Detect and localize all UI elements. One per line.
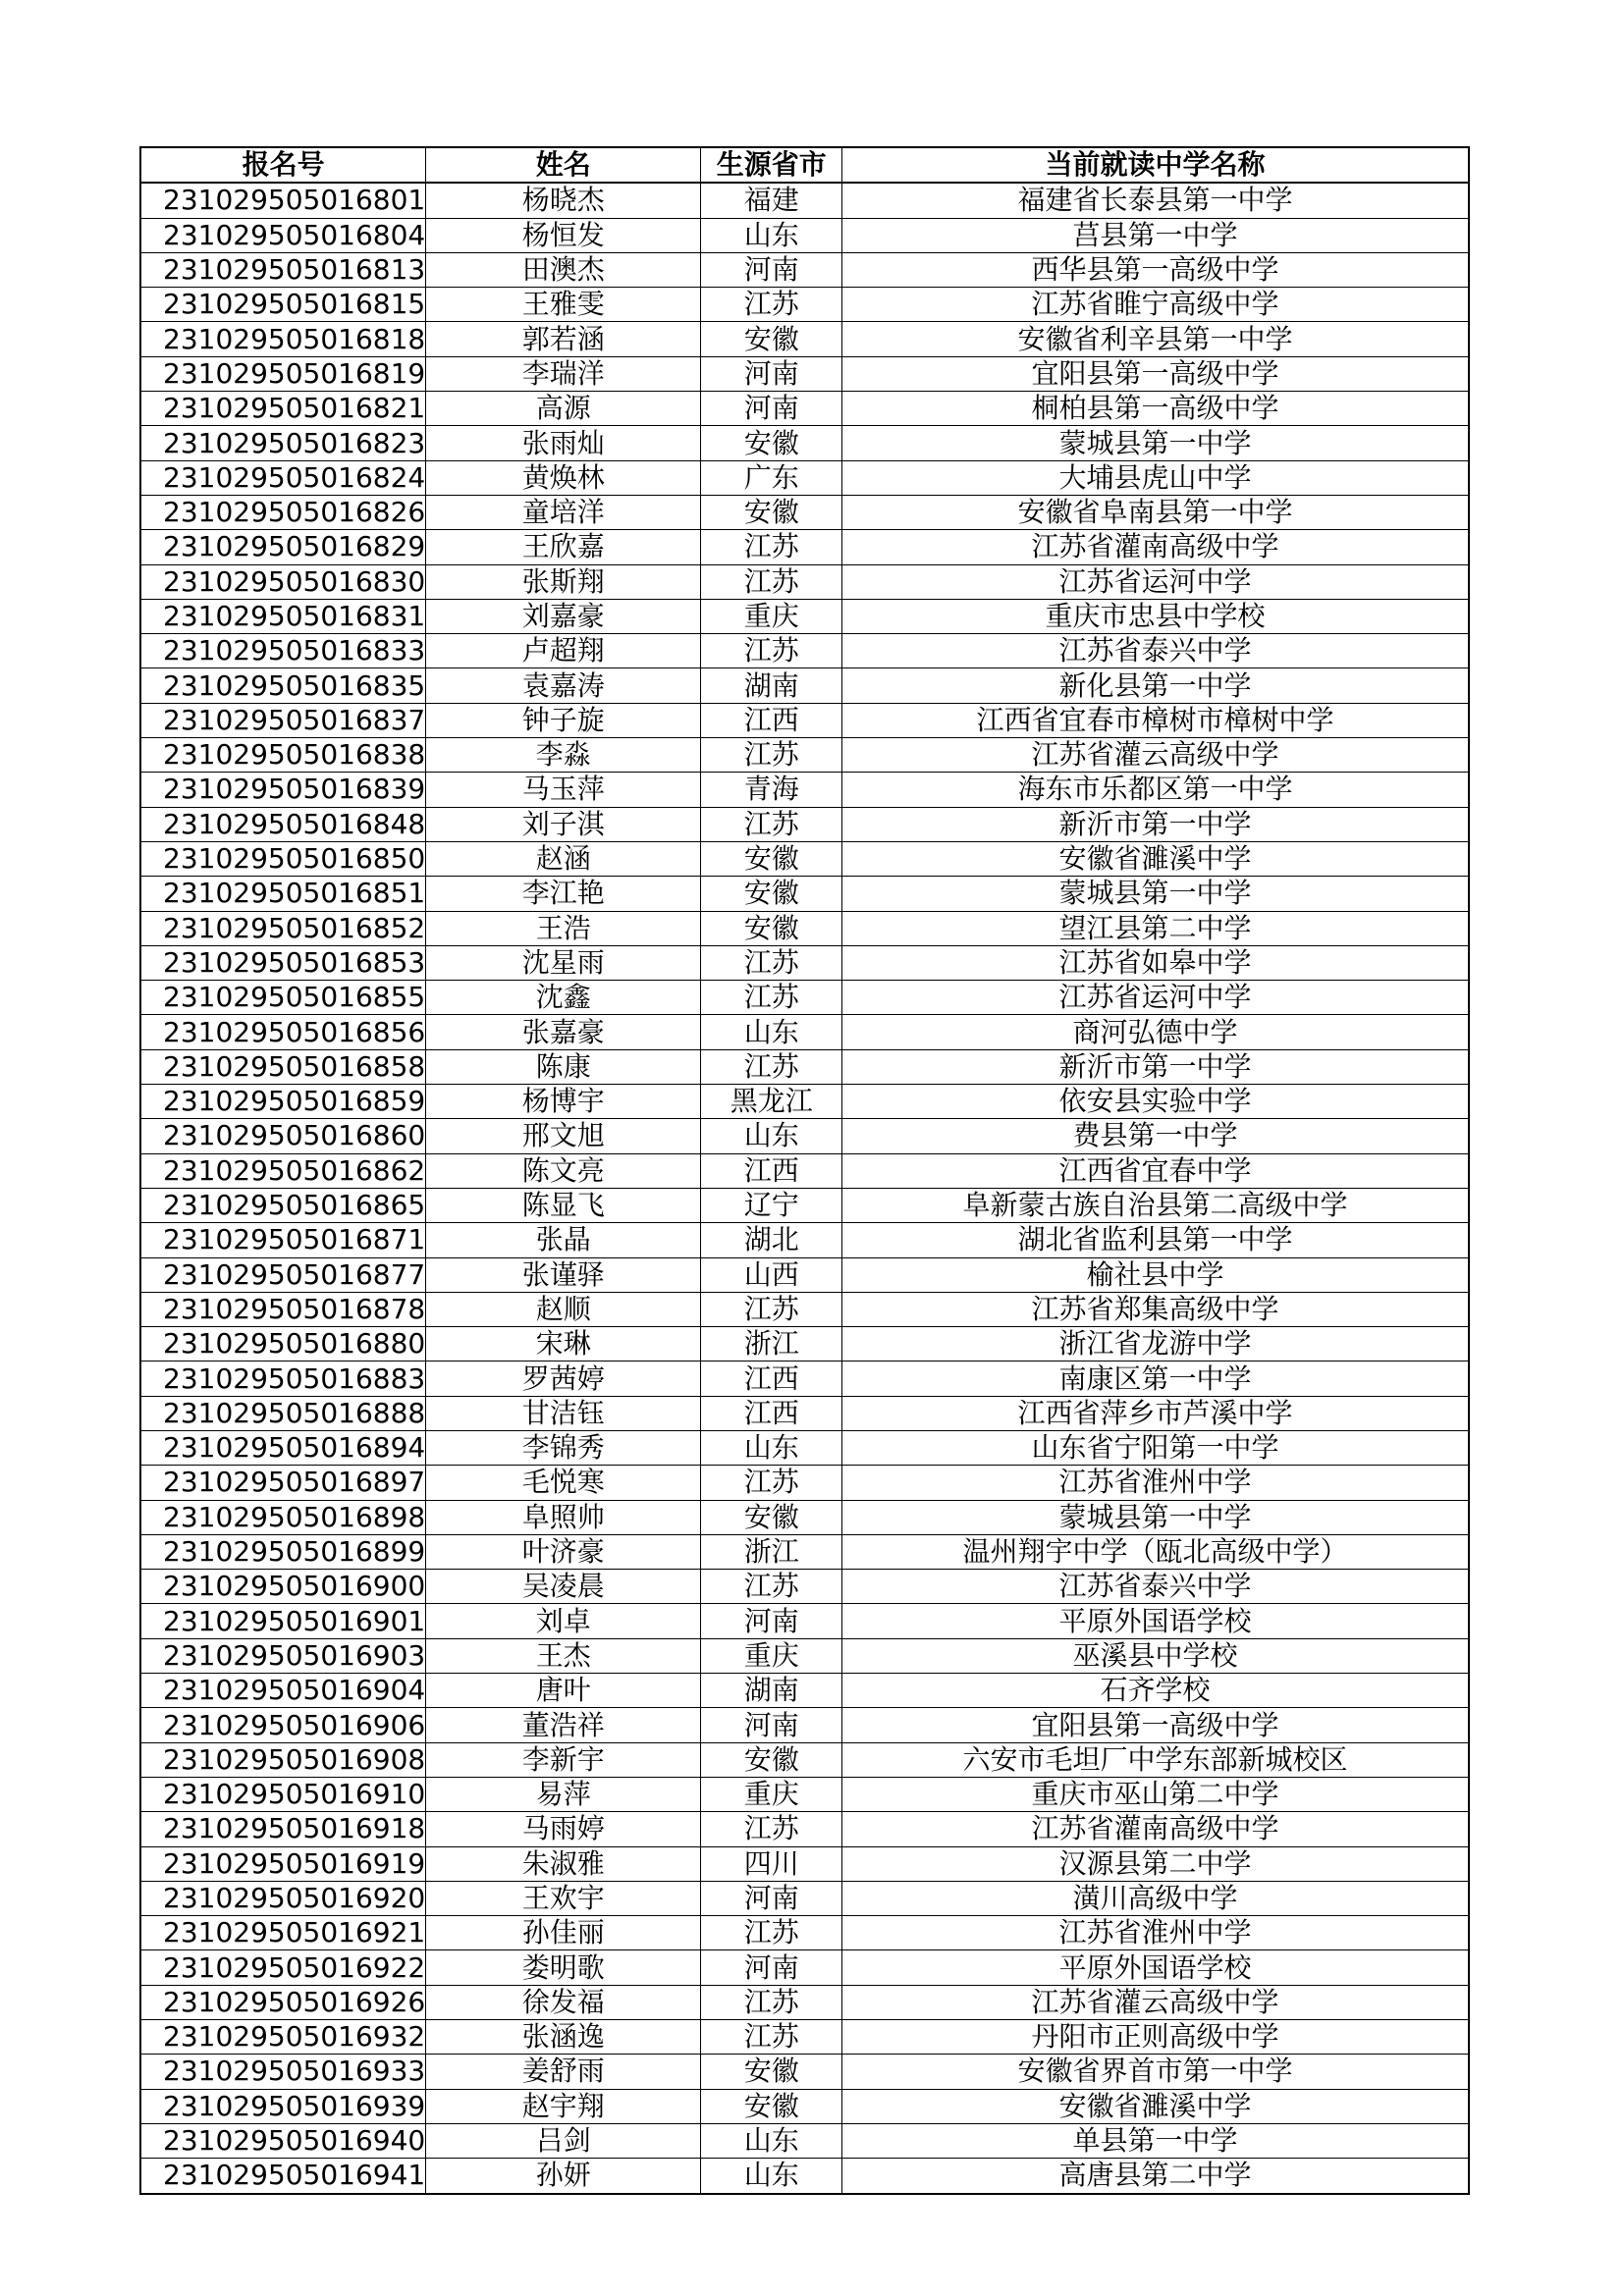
name-cell: 张涵逸	[426, 2020, 701, 2055]
school-cell: 湖北省监利县第一中学	[842, 1223, 1469, 1257]
province-cell: 湖南	[701, 1674, 842, 1708]
province-cell: 江西	[701, 703, 842, 737]
province-cell: 江苏	[701, 981, 842, 1015]
registration-number-cell: 231029505016877	[140, 1257, 426, 1292]
school-cell: 江苏省泰兴中学	[842, 1570, 1469, 1604]
registration-number-cell: 231029505016894	[140, 1430, 426, 1465]
name-cell: 董浩祥	[426, 1708, 701, 1742]
registration-number-cell: 231029505016831	[140, 599, 426, 633]
registration-number-cell: 231029505016880	[140, 1327, 426, 1362]
table-row	[140, 1534, 1469, 1569]
school-cell: 山东省宁阳第一中学	[842, 1430, 1469, 1465]
school-cell: 六安市毛坦厂中学东部新城校区	[842, 1742, 1469, 1777]
table-row	[140, 460, 1469, 495]
table-row	[140, 1188, 1469, 1222]
registration-number-cell: 231029505016888	[140, 1396, 426, 1430]
province-cell: 安徽	[701, 495, 842, 529]
province-cell: 安徽	[701, 841, 842, 876]
school-cell: 安徽省利辛县第一中学	[842, 322, 1469, 356]
registration-number-cell: 231029505016900	[140, 1570, 426, 1604]
name-cell: 郭若涵	[426, 322, 701, 356]
province-cell: 山东	[701, 1119, 842, 1153]
province-cell: 安徽	[701, 2089, 842, 2123]
name-cell: 童培洋	[426, 495, 701, 529]
table-body	[140, 183, 1469, 2193]
table-row	[140, 1015, 1469, 1049]
name-cell: 王欣嘉	[426, 530, 701, 564]
registration-number-cell: 231029505016922	[140, 1950, 426, 1985]
registration-number-cell: 231029505016830	[140, 564, 426, 599]
name-cell: 杨博宇	[426, 1085, 701, 1119]
school-cell: 宜阳县第一高级中学	[842, 356, 1469, 391]
school-cell: 桐柏县第一高级中学	[842, 392, 1469, 426]
table-row	[140, 599, 1469, 633]
registration-number-cell: 231029505016804	[140, 218, 426, 252]
table-row	[140, 1638, 1469, 1673]
name-cell: 宋琳	[426, 1327, 701, 1362]
province-cell: 浙江	[701, 1327, 842, 1362]
registration-number-cell: 231029505016919	[140, 1846, 426, 1881]
name-cell: 田澳杰	[426, 252, 701, 287]
table-row	[140, 288, 1469, 322]
name-cell: 吕剑	[426, 2123, 701, 2158]
registration-number-cell: 231029505016926	[140, 1985, 426, 2019]
school-cell: 新沂市第一中学	[842, 1049, 1469, 1084]
registration-number-cell: 231029505016826	[140, 495, 426, 529]
school-cell: 单县第一中学	[842, 2123, 1469, 2158]
name-cell: 卢超翔	[426, 634, 701, 668]
school-cell: 海东市乐都区第一中学	[842, 773, 1469, 807]
registration-number-cell: 231029505016932	[140, 2020, 426, 2055]
name-cell: 孙佳丽	[426, 1916, 701, 1950]
table-row	[140, 1500, 1469, 1534]
school-cell: 江苏省泰兴中学	[842, 634, 1469, 668]
school-cell: 安徽省濉溪中学	[842, 841, 1469, 876]
table-row	[140, 1466, 1469, 1500]
province-cell: 浙江	[701, 1534, 842, 1569]
province-cell: 江苏	[701, 807, 842, 841]
registration-number-cell: 231029505016906	[140, 1708, 426, 1742]
table-row	[140, 1881, 1469, 1915]
school-cell: 新化县第一中学	[842, 668, 1469, 703]
school-cell: 阜新蒙古族自治县第二高级中学	[842, 1188, 1469, 1222]
table-row	[140, 841, 1469, 876]
school-cell: 巫溪县中学校	[842, 1638, 1469, 1673]
registration-number-cell: 231029505016855	[140, 981, 426, 1015]
name-cell: 李淼	[426, 738, 701, 773]
registration-number-cell: 231029505016837	[140, 703, 426, 737]
registration-number-cell: 231029505016899	[140, 1534, 426, 1569]
school-cell: 榆社县中学	[842, 1257, 1469, 1292]
registration-number-cell: 231029505016940	[140, 2123, 426, 2158]
school-cell: 大埔县虎山中学	[842, 460, 1469, 495]
name-cell: 沈星雨	[426, 945, 701, 980]
school-cell: 江苏省运河中学	[842, 981, 1469, 1015]
province-cell: 江苏	[701, 564, 842, 599]
name-cell: 王浩	[426, 911, 701, 945]
name-cell: 吴凌晨	[426, 1570, 701, 1604]
province-cell: 安徽	[701, 877, 842, 911]
table-row	[140, 668, 1469, 703]
province-cell: 山东	[701, 1430, 842, 1465]
name-cell: 刘嘉豪	[426, 599, 701, 633]
school-cell: 安徽省濉溪中学	[842, 2089, 1469, 2123]
table-row	[140, 1223, 1469, 1257]
school-cell: 高唐县第二中学	[842, 2159, 1469, 2194]
school-cell: 江苏省淮州中学	[842, 1466, 1469, 1500]
table-row	[140, 1708, 1469, 1742]
registration-number-cell: 231029505016871	[140, 1223, 426, 1257]
registration-number-cell: 231029505016851	[140, 877, 426, 911]
school-cell: 商河弘德中学	[842, 1015, 1469, 1049]
school-cell: 重庆市忠县中学校	[842, 599, 1469, 633]
table-row	[140, 911, 1469, 945]
province-cell: 湖北	[701, 1223, 842, 1257]
registration-number-cell: 231029505016853	[140, 945, 426, 980]
school-cell: 莒县第一中学	[842, 218, 1469, 252]
table-row	[140, 1916, 1469, 1950]
province-cell: 河南	[701, 252, 842, 287]
school-cell: 蒙城县第一中学	[842, 877, 1469, 911]
name-cell: 阜照帅	[426, 1500, 701, 1534]
registration-number-cell: 231029505016908	[140, 1742, 426, 1777]
table-row	[140, 1985, 1469, 2019]
table-row	[140, 2055, 1469, 2089]
registration-number-cell: 231029505016878	[140, 1292, 426, 1326]
table-row	[140, 1570, 1469, 1604]
registration-number-cell: 231029505016901	[140, 1604, 426, 1638]
registration-number-cell: 231029505016918	[140, 1812, 426, 1846]
province-cell: 重庆	[701, 1638, 842, 1673]
school-cell: 江苏省淮州中学	[842, 1916, 1469, 1950]
table-row	[140, 1674, 1469, 1708]
name-cell: 赵顺	[426, 1292, 701, 1326]
school-cell: 望江县第二中学	[842, 911, 1469, 945]
province-cell: 青海	[701, 773, 842, 807]
province-cell: 江苏	[701, 945, 842, 980]
school-cell: 江苏省睢宁高级中学	[842, 288, 1469, 322]
name-cell: 钟子旋	[426, 703, 701, 737]
province-cell: 安徽	[701, 2055, 842, 2089]
school-cell: 温州翔宇中学（瓯北高级中学）	[842, 1534, 1469, 1569]
school-cell: 安徽省阜南县第一中学	[842, 495, 1469, 529]
province-cell: 江苏	[701, 1570, 842, 1604]
province-cell: 安徽	[701, 911, 842, 945]
table-row	[140, 218, 1469, 252]
registration-number-cell: 231029505016823	[140, 426, 426, 460]
header-name: 姓名	[426, 147, 701, 183]
registration-number-cell: 231029505016865	[140, 1188, 426, 1222]
school-cell: 浙江省龙游中学	[842, 1327, 1469, 1362]
table-row	[140, 634, 1469, 668]
school-cell: 蒙城县第一中学	[842, 426, 1469, 460]
school-cell: 重庆市巫山第二中学	[842, 1777, 1469, 1811]
registration-number-cell: 231029505016860	[140, 1119, 426, 1153]
table-row	[140, 807, 1469, 841]
province-cell: 广东	[701, 460, 842, 495]
school-cell: 江苏省灌南高级中学	[842, 530, 1469, 564]
registration-number-cell: 231029505016838	[140, 738, 426, 773]
province-cell: 河南	[701, 1708, 842, 1742]
student-table	[139, 146, 1470, 2195]
school-cell: 南康区第一中学	[842, 1362, 1469, 1396]
table-row	[140, 877, 1469, 911]
school-cell: 新沂市第一中学	[842, 807, 1469, 841]
name-cell: 毛悦寒	[426, 1466, 701, 1500]
registration-number-cell: 231029505016819	[140, 356, 426, 391]
school-cell: 江西省宜春市樟树市樟树中学	[842, 703, 1469, 737]
name-cell: 杨晓杰	[426, 183, 701, 218]
school-cell: 江苏省灌云高级中学	[842, 1985, 1469, 2019]
registration-number-cell: 231029505016850	[140, 841, 426, 876]
name-cell: 张谨驿	[426, 1257, 701, 1292]
province-cell: 河南	[701, 392, 842, 426]
school-cell: 费县第一中学	[842, 1119, 1469, 1153]
province-cell: 江苏	[701, 1985, 842, 2019]
table-row	[140, 1950, 1469, 1985]
header-school: 当前就读中学名称	[842, 147, 1469, 183]
school-cell: 西华县第一高级中学	[842, 252, 1469, 287]
province-cell: 河南	[701, 1881, 842, 1915]
table-row	[140, 738, 1469, 773]
name-cell: 张晶	[426, 1223, 701, 1257]
school-cell: 石齐学校	[842, 1674, 1469, 1708]
province-cell: 江苏	[701, 1049, 842, 1084]
name-cell: 张雨灿	[426, 426, 701, 460]
registration-number-cell: 231029505016818	[140, 322, 426, 356]
name-cell: 朱淑雅	[426, 1846, 701, 1881]
province-cell: 江苏	[701, 1916, 842, 1950]
province-cell: 安徽	[701, 322, 842, 356]
registration-number-cell: 231029505016939	[140, 2089, 426, 2123]
name-cell: 张斯翔	[426, 564, 701, 599]
province-cell: 安徽	[701, 426, 842, 460]
school-cell: 安徽省界首市第一中学	[842, 2055, 1469, 2089]
name-cell: 赵宇翔	[426, 2089, 701, 2123]
school-cell: 宜阳县第一高级中学	[842, 1708, 1469, 1742]
table-row	[140, 1812, 1469, 1846]
table-row	[140, 183, 1469, 218]
registration-number-cell: 231029505016821	[140, 392, 426, 426]
registration-number-cell: 231029505016904	[140, 1674, 426, 1708]
table-row	[140, 2159, 1469, 2194]
registration-number-cell: 231029505016883	[140, 1362, 426, 1396]
province-cell: 河南	[701, 1950, 842, 1985]
province-cell: 山西	[701, 1257, 842, 1292]
registration-number-cell: 231029505016858	[140, 1049, 426, 1084]
name-cell: 孙妍	[426, 2159, 701, 2194]
name-cell: 赵涵	[426, 841, 701, 876]
table-row	[140, 1327, 1469, 1362]
registration-number-cell: 231029505016848	[140, 807, 426, 841]
table-row	[140, 1777, 1469, 1811]
school-cell: 江苏省如皋中学	[842, 945, 1469, 980]
table-row	[140, 2020, 1469, 2055]
province-cell: 河南	[701, 1604, 842, 1638]
registration-number-cell: 231029505016859	[140, 1085, 426, 1119]
table-row	[140, 1742, 1469, 1777]
school-cell: 依安县实验中学	[842, 1085, 1469, 1119]
name-cell: 陈文亮	[426, 1153, 701, 1188]
school-cell: 蒙城县第一中学	[842, 1500, 1469, 1534]
table-row	[140, 1292, 1469, 1326]
province-cell: 江苏	[701, 2020, 842, 2055]
table-row	[140, 495, 1469, 529]
school-cell: 平原外国语学校	[842, 1604, 1469, 1638]
name-cell: 易萍	[426, 1777, 701, 1811]
registration-number-cell: 231029505016856	[140, 1015, 426, 1049]
table-row	[140, 981, 1469, 1015]
name-cell: 唐叶	[426, 1674, 701, 1708]
name-cell: 娄明歌	[426, 1950, 701, 1985]
school-cell: 江苏省灌云高级中学	[842, 738, 1469, 773]
name-cell: 高源	[426, 392, 701, 426]
registration-number-cell: 231029505016910	[140, 1777, 426, 1811]
registration-number-cell: 231029505016920	[140, 1881, 426, 1915]
name-cell: 罗茜婷	[426, 1362, 701, 1396]
province-cell: 江苏	[701, 1812, 842, 1846]
name-cell: 王欢宇	[426, 1881, 701, 1915]
province-cell: 山东	[701, 2159, 842, 2194]
table-row	[140, 564, 1469, 599]
province-cell: 江苏	[701, 1292, 842, 1326]
table-row	[140, 1396, 1469, 1430]
name-cell: 袁嘉涛	[426, 668, 701, 703]
name-cell: 马雨婷	[426, 1812, 701, 1846]
school-cell: 江西省宜春中学	[842, 1153, 1469, 1188]
school-cell: 福建省长泰县第一中学	[842, 183, 1469, 218]
name-cell: 陈显飞	[426, 1188, 701, 1222]
name-cell: 沈鑫	[426, 981, 701, 1015]
province-cell: 辽宁	[701, 1188, 842, 1222]
registration-number-cell: 231029505016921	[140, 1916, 426, 1950]
header-province: 生源省市	[701, 147, 842, 183]
province-cell: 重庆	[701, 599, 842, 633]
name-cell: 姜舒雨	[426, 2055, 701, 2089]
province-cell: 安徽	[701, 1742, 842, 1777]
table-row	[140, 2123, 1469, 2158]
province-cell: 江苏	[701, 288, 842, 322]
table-row	[140, 1119, 1469, 1153]
school-cell: 丹阳市正则高级中学	[842, 2020, 1469, 2055]
name-cell: 甘洁钰	[426, 1396, 701, 1430]
province-cell: 安徽	[701, 1500, 842, 1534]
registration-number-cell: 231029505016839	[140, 773, 426, 807]
registration-number-cell: 231029505016813	[140, 252, 426, 287]
province-cell: 江苏	[701, 1466, 842, 1500]
registration-number-cell: 231029505016933	[140, 2055, 426, 2089]
table-row	[140, 945, 1469, 980]
table-row	[140, 1846, 1469, 1881]
name-cell: 邢文旭	[426, 1119, 701, 1153]
registration-number-cell: 231029505016852	[140, 911, 426, 945]
province-cell: 江苏	[701, 634, 842, 668]
name-cell: 马玉萍	[426, 773, 701, 807]
province-cell: 福建	[701, 183, 842, 218]
table-row	[140, 1604, 1469, 1638]
registration-number-cell: 231029505016815	[140, 288, 426, 322]
province-cell: 四川	[701, 1846, 842, 1881]
name-cell: 徐发福	[426, 1985, 701, 2019]
province-cell: 江苏	[701, 738, 842, 773]
registration-number-cell: 231029505016824	[140, 460, 426, 495]
table-header-row	[140, 147, 1469, 183]
province-cell: 湖南	[701, 668, 842, 703]
table-row	[140, 426, 1469, 460]
name-cell: 陈康	[426, 1049, 701, 1084]
table-row	[140, 773, 1469, 807]
school-cell: 汉源县第二中学	[842, 1846, 1469, 1881]
province-cell: 江西	[701, 1396, 842, 1430]
province-cell: 重庆	[701, 1777, 842, 1811]
registration-number-cell: 231029505016897	[140, 1466, 426, 1500]
province-cell: 黑龙江	[701, 1085, 842, 1119]
name-cell: 李江艳	[426, 877, 701, 911]
table-row	[140, 1362, 1469, 1396]
name-cell: 李锦秀	[426, 1430, 701, 1465]
table-row	[140, 1153, 1469, 1188]
name-cell: 张嘉豪	[426, 1015, 701, 1049]
name-cell: 刘卓	[426, 1604, 701, 1638]
school-cell: 江西省萍乡市芦溪中学	[842, 1396, 1469, 1430]
name-cell: 李瑞洋	[426, 356, 701, 391]
table-row	[140, 1257, 1469, 1292]
province-cell: 山东	[701, 1015, 842, 1049]
registration-number-cell: 231029505016801	[140, 183, 426, 218]
name-cell: 叶济豪	[426, 1534, 701, 1569]
name-cell: 刘子淇	[426, 807, 701, 841]
table-row	[140, 252, 1469, 287]
registration-number-cell: 231029505016862	[140, 1153, 426, 1188]
table-row	[140, 1049, 1469, 1084]
province-cell: 山东	[701, 218, 842, 252]
province-cell: 河南	[701, 356, 842, 391]
name-cell: 李新宇	[426, 1742, 701, 1777]
table-row	[140, 1430, 1469, 1465]
registration-number-cell: 231029505016898	[140, 1500, 426, 1534]
school-cell: 潢川高级中学	[842, 1881, 1469, 1915]
table-row	[140, 1085, 1469, 1119]
table-row	[140, 356, 1469, 391]
registration-number-cell: 231029505016833	[140, 634, 426, 668]
school-cell: 江苏省运河中学	[842, 564, 1469, 599]
table-row	[140, 530, 1469, 564]
name-cell: 黄焕林	[426, 460, 701, 495]
table-row	[140, 703, 1469, 737]
table-row	[140, 392, 1469, 426]
registration-number-cell: 231029505016903	[140, 1638, 426, 1673]
name-cell: 王雅雯	[426, 288, 701, 322]
province-cell: 江苏	[701, 530, 842, 564]
registration-number-cell: 231029505016835	[140, 668, 426, 703]
school-cell: 江苏省灌南高级中学	[842, 1812, 1469, 1846]
table-row	[140, 2089, 1469, 2123]
header-registration-number: 报名号	[140, 147, 426, 183]
school-cell: 平原外国语学校	[842, 1950, 1469, 1985]
province-cell: 山东	[701, 2123, 842, 2158]
name-cell: 杨恒发	[426, 218, 701, 252]
province-cell: 江西	[701, 1153, 842, 1188]
province-cell: 江西	[701, 1362, 842, 1396]
school-cell: 江苏省郑集高级中学	[842, 1292, 1469, 1326]
registration-number-cell: 231029505016941	[140, 2159, 426, 2194]
name-cell: 王杰	[426, 1638, 701, 1673]
table-row	[140, 322, 1469, 356]
registration-number-cell: 231029505016829	[140, 530, 426, 564]
